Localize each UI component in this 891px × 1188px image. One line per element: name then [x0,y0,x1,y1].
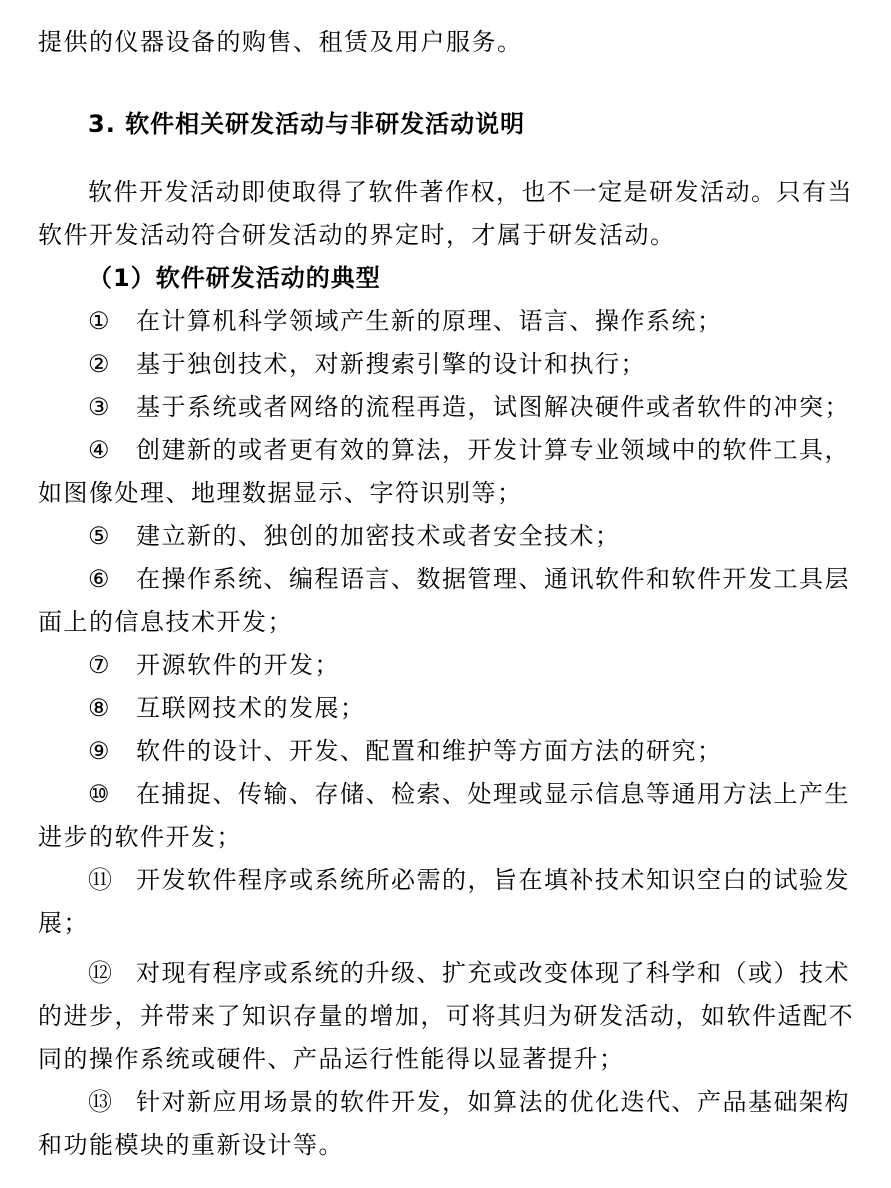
item-text: 互联网技术的发展； [136,694,366,722]
item-text: 基于系统或者网络的流程再造，试图解决硬件或者软件的冲突； [136,393,850,421]
item-continuation: 展； [38,909,89,937]
item-number: ① [88,307,112,335]
item-number: ⑫ [88,959,114,987]
item-text: 基于独创技术，对新搜索引擎的设计和执行； [136,350,646,378]
item-number: ⑦ [88,651,112,679]
list-item [88,562,868,596]
item-number: ② [88,350,112,378]
section-body-line-2: 软件开发活动符合研发活动的界定时，才属于研发活动。 [38,221,676,249]
list-item [88,734,868,768]
item-number: ⑤ [88,522,112,550]
list-item [88,956,868,990]
item-text: 创建新的或者更有效的算法，开发计算专业领域中的软件工具， [136,436,850,464]
item-text: 在捕捉、传输、存储、检索、处理或显示信息等通用方法上产生 [136,780,850,808]
item-number: ④ [88,436,112,464]
item-text: 建立新的、独创的加密技术或者安全技术； [136,522,621,550]
item-continuation: 的进步，并带来了知识存量的增加，可将其归为研发活动，如软件适配不 [38,1002,854,1030]
item-text: 开源软件的开发； [136,651,340,679]
item-continuation: 同的操作系统或硬件、产品运行性能得以显著提升； [38,1045,625,1073]
list-item [88,304,868,338]
item-number: ⑧ [88,694,112,722]
list-item [88,433,868,467]
item-text: 在操作系统、编程语言、数据管理、通讯软件和软件开发工具层 [136,565,850,593]
list-item [88,648,868,682]
section-body-line-1: 软件开发活动即使取得了软件著作权，也不一定是研发活动。只有当 [88,178,853,206]
list-item [88,1085,868,1119]
item-number: ⑪ [88,866,114,894]
item-number: ⑩ [88,780,112,808]
list-item [88,691,868,725]
item-text: 对现有程序或系统的升级、扩充或改变体现了科学和（或）技术 [136,959,850,987]
item-continuation: 如图像处理、地理数据显示、字符识别等； [38,479,523,507]
item-text: 针对新应用场景的软件开发，如算法的优化迭代、产品基础架构 [136,1088,850,1116]
item-continuation: 进步的软件开发； [38,823,242,851]
item-number: ③ [88,393,112,421]
item-continuation: 面上的信息技术开发； [38,608,293,636]
item-number: ⑥ [88,565,112,593]
list-item [88,347,868,381]
subheading: （1）软件研发活动的典型 [88,264,381,292]
item-text: 软件的设计、开发、配置和维护等方面方法的研究； [136,737,723,765]
list-item [88,519,868,553]
list-item [88,390,868,424]
item-continuation: 和功能模块的重新设计等。 [38,1131,344,1159]
item-number: ⑨ [88,737,112,765]
list-item [88,777,868,811]
item-number: ⑬ [88,1088,114,1116]
section-heading: 3. 软件相关研发活动与非研发活动说明 [88,110,526,138]
intro-tail-line: 提供的仪器设备的购售、租赁及用户服务。 [38,28,523,56]
list-item [88,863,868,897]
item-text: 在计算机科学领域产生新的原理、语言、操作系统； [136,307,723,335]
item-text: 开发软件程序或系统所必需的，旨在填补技术知识空白的试验发 [136,866,850,894]
